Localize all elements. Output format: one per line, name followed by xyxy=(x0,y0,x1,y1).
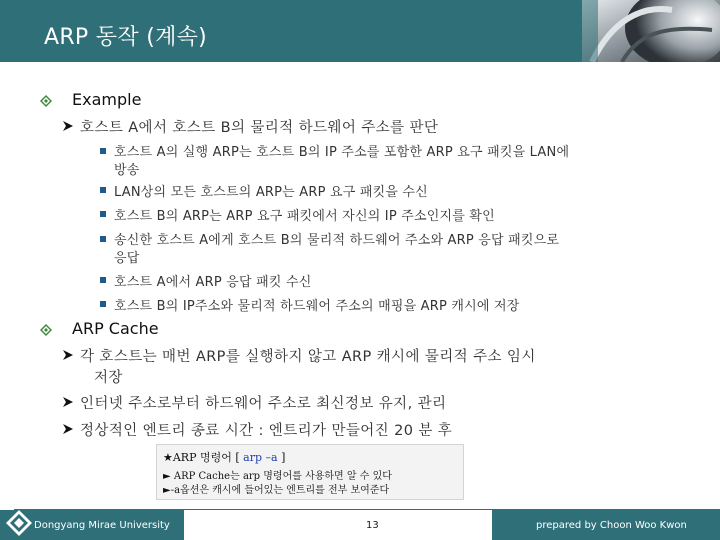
square-bullet-icon xyxy=(100,148,106,154)
arrow-bullet-icon xyxy=(62,349,74,361)
list-item: 각 호스트는 매번 ARP를 실행하지 않고 ARP 캐시에 물리적 주소 임시 xyxy=(80,349,536,365)
arp-box-line: ►-a옵션은 캐시에 들어있는 엔트리를 전부 보여준다 xyxy=(163,485,390,496)
list-item: 인터넷 주소로부터 하드웨어 주소로 최신정보 유지, 관리 xyxy=(80,396,447,412)
arp-command-box xyxy=(156,444,464,500)
square-bullet-icon xyxy=(100,211,106,217)
arrow-bullet-icon xyxy=(62,396,74,408)
section-heading-example: Example xyxy=(72,90,142,109)
page-number: 13 xyxy=(366,520,379,531)
arp-box-title-prefix: ★ARP 명령어 [ xyxy=(163,451,240,464)
arrow-bullet-icon xyxy=(62,423,74,435)
square-bullet-icon xyxy=(100,236,106,242)
arp-command: arp –a xyxy=(243,451,278,464)
diamond-bullet-icon xyxy=(40,324,52,336)
header-decorative-image xyxy=(582,0,720,62)
diamond-bullet-icon xyxy=(40,95,52,107)
arp-box-title xyxy=(163,449,285,465)
list-item: 정상적인 엔트리 종료 시간 : 엔트리가 만들어진 20 분 후 xyxy=(80,423,453,439)
slide-title: ARP 동작 (계속) xyxy=(44,25,208,50)
square-bullet-icon xyxy=(100,277,106,283)
university-logo-icon xyxy=(4,508,34,538)
list-item: 호스트 A에서 ARP 응답 패킷 수신 xyxy=(114,275,312,290)
section-heading-arp-cache: ARP Cache xyxy=(72,319,159,338)
list-item: 방송 xyxy=(114,163,140,178)
arrow-bullet-icon xyxy=(62,120,74,132)
list-item: 응답 xyxy=(114,251,140,266)
list-item: 송신한 호스트 A에게 호스트 B의 물리적 하드웨어 주소와 ARP 응답 패킷으로 xyxy=(114,233,560,248)
list-item: 저장 xyxy=(94,370,123,386)
list-item: 호스트 B의 IP주소와 물리적 하드웨어 주소의 매핑을 ARP 캐시에 저장 xyxy=(114,299,520,314)
list-item: 호스트 A에서 호스트 B의 물리적 하드웨어 주소를 판단 xyxy=(80,120,439,136)
title-bar xyxy=(0,0,720,62)
square-bullet-icon xyxy=(100,187,106,193)
footer-author: prepared by Choon Woo Kwon xyxy=(536,520,687,531)
arp-box-title-suffix: ] xyxy=(281,451,286,464)
list-item: 호스트 A의 실행 ARP는 호스트 B의 IP 주소를 포함한 ARP 요구 패킷을 LAN에 xyxy=(114,145,570,160)
list-item: 호스트 B의 ARP는 ARP 요구 패킷에서 자신의 IP 주소인지를 확인 xyxy=(114,209,495,224)
arp-box-line: ► ARP Cache는 arp 명령어를 사용하면 알 수 있다 xyxy=(163,471,392,482)
list-item: LAN상의 모든 호스트의 ARP는 ARP 요구 패킷을 수신 xyxy=(114,185,428,200)
footer-university: Dongyang Mirae University xyxy=(34,520,170,531)
square-bullet-icon xyxy=(100,301,106,307)
